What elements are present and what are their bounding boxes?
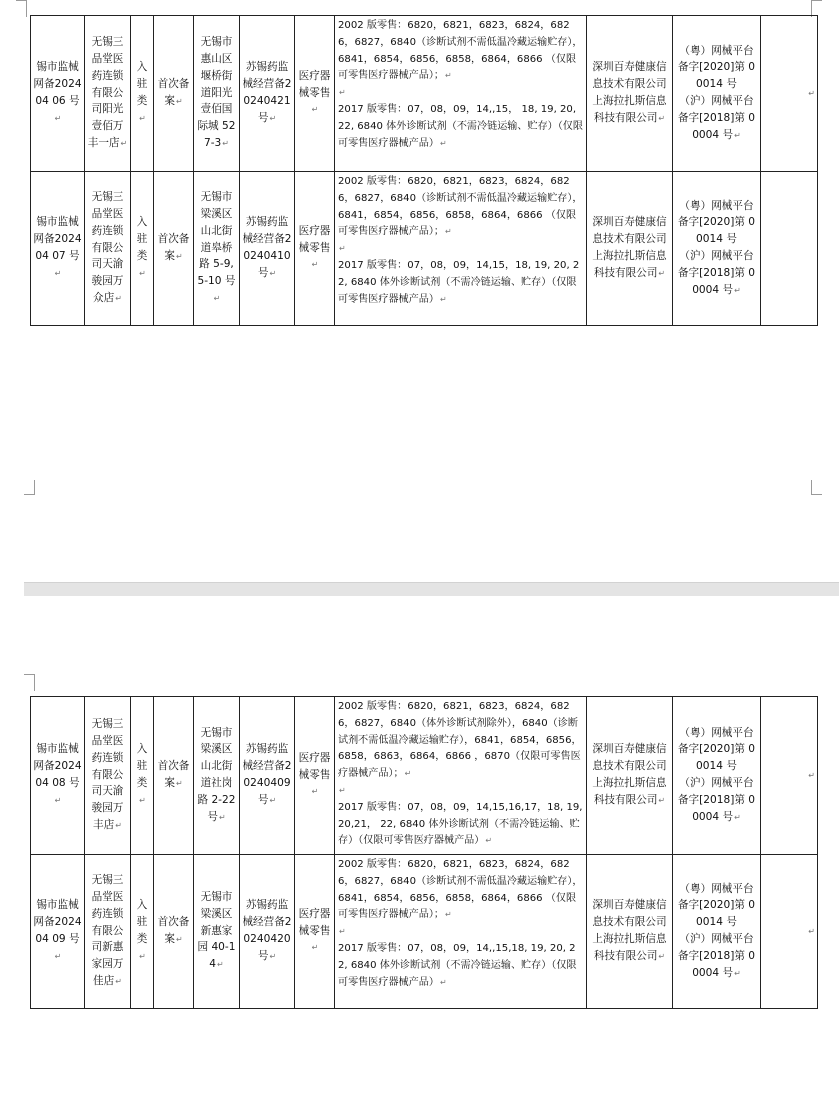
business-scope-cell: 2002 版零售：6820，6821，6823，6824，6826，6827，6840（体外诊断试剂除外），6840（诊断试剂不需低温冷藏运输贮存），6841，6854，6856，6858，6863，6864，6866 ，6870（仅限可零售医疗器械产品）；↵ ↵ 2017 版零售：07，08，09，14,15,16,17，18, 19, 20,21， 22, 6840 体外诊断试剂（不需冷链运输、贮存）（仅限可零售医疗器械产品）↵ <box>335 697 587 855</box>
platform-name-cell: 深圳百寿健康信息技术有限公司 上海拉扎斯信息科技有限公司↵ <box>587 697 673 855</box>
crop-mark <box>16 0 27 17</box>
filing-table <box>30 15 818 326</box>
crop-mark <box>24 674 35 691</box>
address-cell: 无锡市梁溪区山北街道皋桥路 5-9,5-10 号↵ <box>194 172 240 326</box>
business-type-cell: 医疗器械零售↵ <box>295 172 335 326</box>
record-number-cell: 锡市监械网备202404 09 号↵ <box>31 855 85 1009</box>
category-cell: 入驻类↵ <box>131 16 154 172</box>
empty-cell: ↵ <box>761 16 818 172</box>
document-page-2 <box>0 596 839 1114</box>
business-scope-cell: 2002 版零售：6820，6821，6823，6824，6826，6827，6840（诊断试剂不需低温冷藏运输贮存），6841，6854，6856，6858，6864，6866 （仅限可零售医疗器械产品）；↵ ↵ 2017 版零售：07，08，09，14,15，18, 19, 20, 22, 6840 体外诊断试剂（不需冷链运输、贮存）（仅限可零售医疗器械产品）↵ <box>335 172 587 326</box>
address-cell: 无锡市梁溪区新惠家园 40-14↵ <box>194 855 240 1009</box>
license-cell: 苏锡药监械经营备20240421 号↵ <box>240 16 295 172</box>
address-cell: 无锡市梁溪区山北街道社岗路 2-22 号↵ <box>194 697 240 855</box>
crop-mark <box>811 480 822 495</box>
platform-name-cell: 深圳百寿健康信息技术有限公司 上海拉扎斯信息科技有限公司↵ <box>587 855 673 1009</box>
empty-cell <box>761 172 818 326</box>
license-cell: 苏锡药监械经营备20240410 号↵ <box>240 172 295 326</box>
business-type-cell: 医疗器械零售↵ <box>295 855 335 1009</box>
company-cell: 无锡三品堂医药连锁有限公司新惠家园万佳店↵ <box>85 855 131 1009</box>
table-row <box>31 16 818 172</box>
company-cell: 无锡三品堂医药连锁有限公司阳光壹佰万丰一店↵ <box>85 16 131 172</box>
business-scope-cell: 2002 版零售：6820，6821，6823，6824，6826，6827，6840（诊断试剂不需低温冷藏运输贮存），6841，6854，6856，6858，6864，6866 （仅限可零售医疗器械产品）；↵ ↵ 2017 版零售：07，08，09，14,,15， 18, 19, 20, 22, 6840 体外诊断试剂（不需冷链运输、贮存）（仅限可零售医疗器械产品）↵ <box>335 16 587 172</box>
platform-filing-number-cell: （粤）网械平台备字[2020]第 00014 号 （沪）网械平台备字[2018]第 00004 号↵ <box>673 697 761 855</box>
filing-type-cell: 首次备案↵ <box>154 697 194 855</box>
category-cell: 入驻类↵ <box>131 172 154 326</box>
business-scope-cell: 2002 版零售：6820，6821，6823，6824，6826，6827，6840（诊断试剂不需低温冷藏运输贮存），6841，6854，6856，6858，6864，6866 （仅限可零售医疗器械产品）；↵ ↵ 2017 版零售：07，08，09，14,,15,18, 19, 20, 22, 6840 体外诊断试剂（不需冷链运输、贮存）（仅限可零售医疗器械产品）↵ <box>335 855 587 1009</box>
crop-mark <box>24 480 35 495</box>
license-cell: 苏锡药监械经营备20240420 号↵ <box>240 855 295 1009</box>
filing-table <box>30 696 818 1009</box>
table-row <box>31 855 818 1009</box>
company-cell: 无锡三品堂医药连锁有限公司天渝骏园万丰店↵ <box>85 697 131 855</box>
platform-filing-number-cell: （粤）网械平台备字[2020]第 00014 号 （沪）网械平台备字[2018]第 00004 号↵ <box>673 16 761 172</box>
empty-cell: ↵ <box>761 855 818 1009</box>
address-cell: 无锡市惠山区堰桥街道阳光壹佰国际城 527-3↵ <box>194 16 240 172</box>
table-row <box>31 697 818 855</box>
filing-type-cell: 首次备案↵ <box>154 16 194 172</box>
table-row <box>31 172 818 326</box>
platform-name-cell: 深圳百寿健康信息技术有限公司 上海拉扎斯信息科技有限公司↵ <box>587 172 673 326</box>
business-type-cell: 医疗器械零售↵ <box>295 697 335 855</box>
platform-filing-number-cell: （粤）网械平台备字[2020]第 00014 号 （沪）网械平台备字[2018]第 00004 号↵ <box>673 855 761 1009</box>
empty-cell: ↵ <box>761 697 818 855</box>
record-number-cell: 锡市监械网备202404 08 号↵ <box>31 697 85 855</box>
filing-type-cell: 首次备案↵ <box>154 172 194 326</box>
company-cell: 无锡三品堂医药连锁有限公司天渝骏园万众店↵ <box>85 172 131 326</box>
business-type-cell: 医疗器械零售↵ <box>295 16 335 172</box>
record-number-cell: 锡市监械网备202404 07 号↵ <box>31 172 85 326</box>
category-cell: 入驻类↵ <box>131 697 154 855</box>
platform-filing-number-cell: （粤）网械平台备字[2020]第 00014 号 （沪）网械平台备字[2018]第 00004 号↵ <box>673 172 761 326</box>
platform-name-cell: 深圳百寿健康信息技术有限公司 上海拉扎斯信息科技有限公司↵ <box>587 16 673 172</box>
filing-type-cell: 首次备案↵ <box>154 855 194 1009</box>
record-number-cell: 锡市监械网备202404 06 号↵ <box>31 16 85 172</box>
license-cell: 苏锡药监械经营备20240409 号↵ <box>240 697 295 855</box>
category-cell: 入驻类↵ <box>131 855 154 1009</box>
